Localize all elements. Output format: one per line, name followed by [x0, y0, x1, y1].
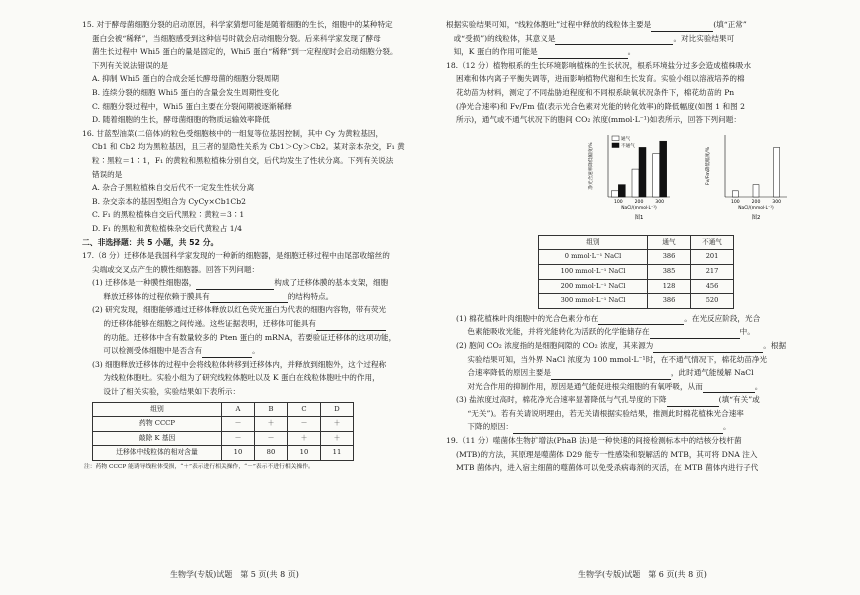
q15-stem: 15. 对于酵母菌细胞分裂的启动原因，科学家猜想可能是随着细胞的生长，细胞中的某种特定 蛋白会被“稀释”，当细胞感受到这种信号时就会启动细胞分裂。后来科学家发现了酵母 菌生长过程中 Whi5 蛋白的量是固定的，Whi5 蛋白“稀释”到一定程度时会启动细胞分裂。 下列有关说法错误的是	[82, 20, 398, 70]
page-footer: 生物学(专版)试题 第 5 页(共 8 页)	[170, 570, 299, 579]
q17-continued: 根据实验结果可知，“线粒体胞吐”过程中释放的线粒体主要是 (填“正常” 或“受损”)的线粒体，其意义是 。对比实验结果可 知，K 蛋白的作用可能是 。	[446, 18, 828, 59]
figure-2	[701, 127, 801, 236]
q18-table	[538, 235, 734, 309]
q16-option-d: D. F₁ 的黑粒和黄粒植株杂交后代黄粒占 1/4	[92, 223, 242, 233]
q17-part-2: (2) 研究发现，细胞能够通过迁移体释放以红色荧光蛋白为代表的细胞内容物，带有荧光 的迁移体能够在细胞之间传递。这些证据表明，迁移体可能具有 的功能。迁移体中含有数量较多的 Pten 蛋白的 mRNA，若要验证迁移体的这项功能， 可以检测受体细胞中是否含有 。	[82, 303, 422, 357]
table-cell: 520	[691, 294, 734, 309]
table-cell: ＋	[288, 431, 321, 446]
table-cell: 300 mmol·L⁻¹ NaCl	[539, 294, 648, 309]
x-tick-label: 200	[751, 199, 761, 205]
q15-option-c: C. 细胞分裂过程中，Whi5 蛋白主要在分裂间期被逐渐稀释	[92, 101, 292, 111]
answer-blank[interactable]	[598, 315, 684, 325]
bar	[753, 184, 759, 196]
answer-blank[interactable]	[210, 293, 288, 303]
q18-part-2: (2) 胞间 CO₂ 浓度指的是细胞间隙的 CO₂ 浓度，其来源为 。根据 实验结果可知，当外界 NaCl 浓度为 100 mmol·L⁻¹时，在不通气情况下，棉花幼苗净光 合速率降低的原因主要是 ，此时通气能缓解 NaCl 对光合作用的抑制作用，原因是通气能促进根尖细胞的有氧呼吸，从而 。	[446, 339, 828, 393]
answer-blank[interactable]	[202, 348, 252, 358]
figure-1	[584, 127, 684, 236]
bar	[774, 147, 780, 197]
y-axis-label: 净光合速率降低幅度/%	[589, 142, 594, 190]
q17-note: 注：药物 CCCP 能诱导线粒体受损，“＋”表示进行相关操作，“－”表示不进行相关操作。	[84, 464, 314, 470]
figure-caption: 图1	[634, 214, 644, 221]
q19-stem: 19.（11 分）噬菌体生物扩增法(PhaB 法)是一种快速的间接检测标本中的结核分枝杆菌 (MTB)的方法，其原理是噬菌体 D29 能专一性感染和裂解活的 MTB，其可将 DNA 注入 MTB 菌体内，进入宿主细菌的噬菌体可以免受杀病毒剂的灭活，在 MTB 菌体内进行子代	[446, 436, 759, 473]
q15-option-d: D. 随着细胞的生长，酵母菌细胞的物质运输效率降低	[92, 115, 270, 125]
answer-blank[interactable]	[513, 424, 723, 434]
table-cell: 10	[288, 446, 321, 461]
bar	[632, 169, 639, 197]
q18-part-1: (1) 棉花植株叶肉细胞中的光合色素分布在 。在光反应阶段，光合 色素能吸收光能，并将光能转化为活跃的化学能储存在 中。	[446, 312, 828, 339]
q15-option-b: B. 连续分裂的细胞 Whi5 蛋白的含量会发生周期性变化	[92, 87, 280, 97]
x-tick-label: 300	[655, 199, 665, 205]
figure-caption: 图2	[751, 214, 761, 221]
table-cell: －	[222, 431, 255, 446]
q18-part-3: (3) 盐浓度过高时，棉花净光合速率显著降低与气孔导度的下降 (填“有关”或 “无关”)。若有关请说明理由，若无关请根据实验结果，推测此时棉花植株光合速率 下降的原因： 。	[446, 393, 828, 434]
bar	[611, 191, 618, 197]
bar	[732, 191, 738, 197]
q16-option-c: C. F₁ 的黑粒植株自交后代黑粒∶黄粒＝3∶1	[92, 210, 245, 220]
bar	[653, 153, 660, 196]
table-cell: 201	[691, 250, 734, 265]
q17-stem: 17.（8 分）迁移体是我国科学家发现的一种新的细胞器，是细胞迁移过程中由尾部收缩丝的 尖端或交叉点产生的膜性细胞器。回答下列问题：	[82, 251, 390, 274]
answer-blank[interactable]	[703, 383, 755, 393]
legend-swatch	[612, 136, 619, 141]
figure-2-chart	[701, 127, 801, 231]
page-6	[430, 0, 860, 595]
answer-blank[interactable]	[555, 35, 673, 45]
q16-option-a: A. 杂合子黑粒植株自交后代不一定发生性状分离	[92, 183, 255, 193]
table-row	[539, 294, 734, 309]
table-row	[539, 264, 734, 279]
q16-option-b: B. 杂交亲本的基因型组合为 CyCy×Cb1Cb2	[92, 196, 246, 206]
table-cell: 11	[321, 446, 354, 461]
q17-table	[92, 402, 354, 461]
table-cell: 迁移体中线粒体的相对含量	[93, 446, 222, 461]
question-17	[82, 249, 422, 472]
section-heading: 二、非选择题：共 5 小题，共 52 分。	[82, 237, 219, 247]
table-cell: 128	[648, 279, 691, 294]
question-18	[446, 59, 828, 434]
table-cell: 药物 CCCP	[93, 417, 222, 432]
table-cell: 不通气	[691, 235, 734, 250]
answer-blank[interactable]	[667, 397, 719, 407]
table-cell: 10	[222, 446, 255, 461]
bar	[618, 184, 625, 196]
table-cell: 组别	[93, 402, 222, 417]
table-row	[539, 279, 734, 294]
table-row	[539, 235, 734, 250]
left-column	[82, 18, 422, 472]
table-row	[93, 402, 354, 417]
q18-figures	[446, 127, 828, 233]
page-footer: 生物学(专版)试题 第 6 页(共 8 页)	[578, 570, 707, 579]
table-cell: B	[255, 402, 288, 417]
table-cell: ＋	[321, 431, 354, 446]
table-cell: －	[255, 431, 288, 446]
answer-blank[interactable]	[538, 49, 628, 59]
legend-swatch	[612, 143, 619, 148]
table-cell: C	[288, 402, 321, 417]
table-cell: A	[222, 402, 255, 417]
legend-label: 通气	[621, 136, 631, 142]
figure-1-chart	[584, 127, 684, 231]
table-cell: 200 mmol·L⁻¹ NaCl	[539, 279, 648, 294]
table-cell: 456	[691, 279, 734, 294]
x-tick-label: 100	[730, 199, 740, 205]
table-row	[93, 446, 354, 461]
right-column	[446, 18, 828, 475]
q17-part-1: (1) 迁移体是一种膜性细胞器， 构成了迁移体膜的基本支架，细胞 释放迁移体的过程依赖于膜具有 的结构特点。	[82, 276, 422, 303]
table-cell: 敲除 K 基因	[93, 431, 222, 446]
table-cell: 80	[255, 446, 288, 461]
x-tick-label: 200	[634, 199, 644, 205]
table-cell: －	[222, 417, 255, 432]
bar	[660, 141, 667, 197]
answer-blank[interactable]	[551, 370, 671, 380]
table-row	[539, 250, 734, 265]
q15-option-a: A. 抑制 Whi5 蛋白的合成会延长酵母菌的细胞分裂周期	[92, 74, 279, 84]
legend-label: 不通气	[621, 143, 635, 149]
table-cell: 386	[648, 294, 691, 309]
x-axis-label: NaCl/(mmol·L⁻¹)	[621, 205, 657, 211]
table-cell: 386	[648, 250, 691, 265]
x-tick-label: 100	[613, 199, 623, 205]
q18-stem: 18.（12 分）植物根系的生长环境影响植株的生长状况，根系环境盐分过多会造成植株吸水 困难和体内离子平衡失调等，进而影响植物代谢和生长发育。实验小组以溶液培养的棉 花幼苗为材料，测定了不同盐胁迫程度和不同根系缺氧状况条件下，棉花幼苗的 Pn (净光合速率)和 Fv/Fm 值(表示光合色素对光能的转化效率)的降低幅度(如图 1 和图 2 所示)，通气或不通气状况下的胞间 CO₂ 浓度(mmol·L⁻¹)如表所示，回答下列问题：	[446, 60, 752, 125]
table-cell: 100 mmol·L⁻¹ NaCl	[539, 264, 648, 279]
table-cell: －	[288, 417, 321, 432]
table-cell: 217	[691, 264, 734, 279]
table-cell: 组别	[539, 235, 648, 250]
question-16	[82, 127, 422, 236]
x-tick-label: 300	[772, 199, 782, 205]
y-axis-label: Fv/Fm降低幅度/%	[706, 146, 711, 185]
table-cell: ＋	[255, 417, 288, 432]
table-cell: 通气	[648, 235, 691, 250]
answer-blank[interactable]	[650, 329, 740, 339]
q17-part-3: (3) 细胞释放迁移体的过程中会将线粒体转移到迁移体内，并释放到细胞外，这个过程称 为线粒体胞吐。实验小组为了研究线粒体胞吐以及 K 蛋白在线粒体胞吐中的作用， 设计了相关实验，实验结果如下表所示：	[92, 359, 387, 397]
answer-blank[interactable]	[651, 22, 713, 32]
table-row	[93, 417, 354, 432]
question-19	[446, 434, 828, 475]
x-axis-label: NaCl/(mmol·L⁻¹)	[738, 205, 774, 211]
answer-blank[interactable]	[316, 321, 386, 331]
table-cell: 0 mmol·L⁻¹ NaCl	[539, 250, 648, 265]
table-row	[93, 431, 354, 446]
table-cell: D	[321, 402, 354, 417]
question-15	[82, 18, 422, 127]
table-cell: 385	[648, 264, 691, 279]
answer-blank[interactable]	[196, 280, 274, 290]
answer-blank[interactable]	[653, 343, 763, 353]
q16-stem: 16. 甘蓝型油菜(二倍体)的粒色受细胞核中的一组复等位基因控制，其中 Cy 为黄粒基因， Cb1 和 Cb2 均为黑粒基因，且三者的显隐性关系为 Cb1＞Cy＞Cb2。某对亲本杂交，F₁ 黄 粒∶黑粒＝1∶1，F₁ 的黄粒和黑粒植株分别自交，后代均发生了性状分离。下列有关说法 错误的是	[82, 128, 405, 179]
bar	[639, 147, 646, 197]
table-cell: ＋	[321, 417, 354, 432]
